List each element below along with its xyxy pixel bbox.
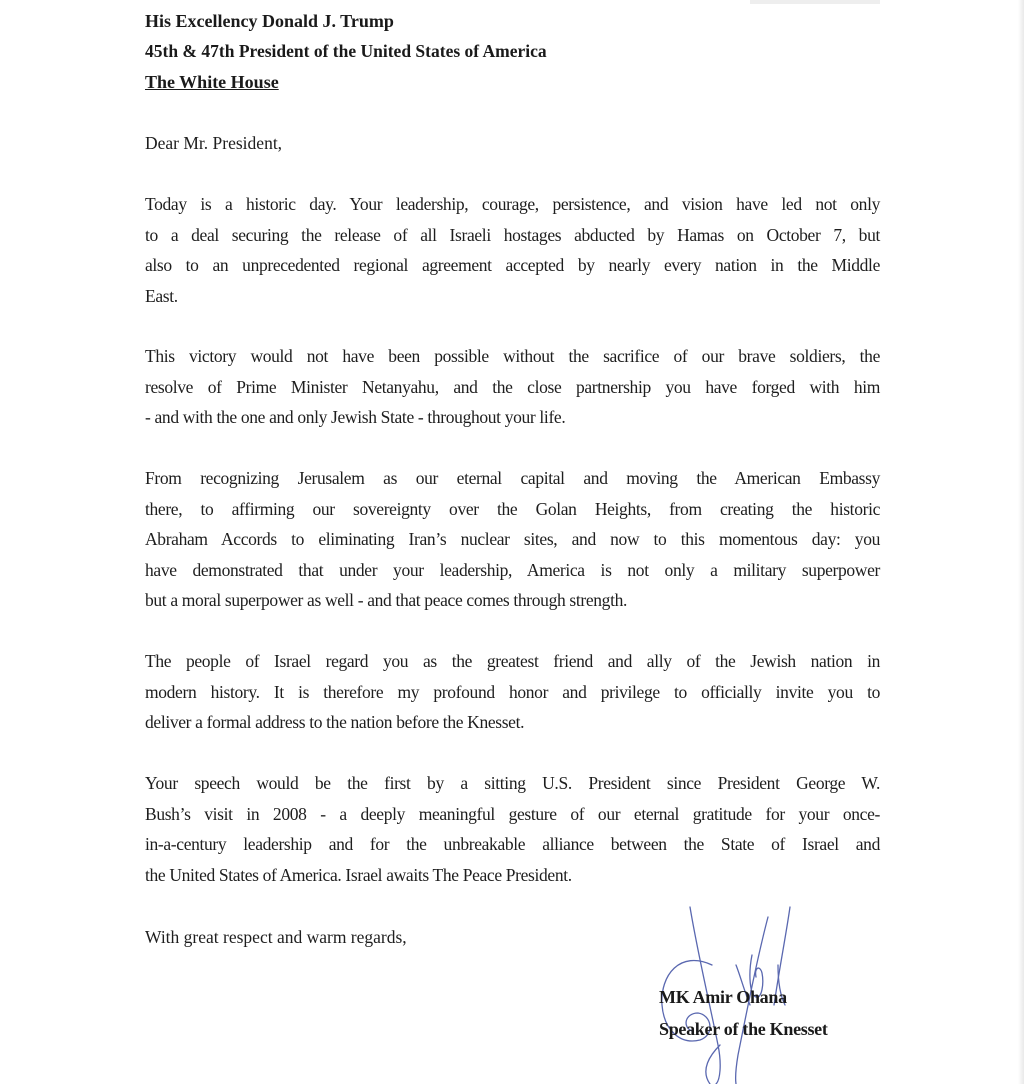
paragraph-line: From recognizing Jerusalem as our eternal capital and moving the American Embassy — [145, 468, 880, 488]
paragraph-line: but a moral superpower as well - and that peace comes through strength. — [145, 590, 628, 610]
paragraph-line: modern history. It is therefore my profound honor and privilege to officially invite you to — [145, 681, 880, 702]
paragraph-line: Abraham Accords to eliminating Iran’s nuclear sites, and now to this momentous day: you — [145, 529, 880, 549]
paragraph-2 — [145, 341, 880, 433]
page-top-artifact — [750, 0, 880, 4]
recipient-name: His Excellency Donald J. Trump — [145, 11, 394, 31]
paragraph-line: also to an unprecedented regional agreement accepted by nearly every nation in the Middle — [145, 255, 880, 275]
paragraph-line: in-a-century leadership and for the unbreakable alliance between the State of Israel and — [145, 834, 880, 854]
paragraph-line: have demonstrated that under your leadership, America is not only a military superpower — [145, 559, 880, 580]
paragraph-line: to a deal securing the release of all Israeli hostages abducted by Hamas on October 7, but — [145, 224, 880, 245]
paragraph-line: deliver a formal address to the nation before the Knesset. — [145, 712, 525, 732]
signatory-title: Speaker of the Knesset — [659, 1019, 828, 1039]
paragraph-3 — [145, 463, 880, 616]
paragraph-line: - and with the one and only Jewish State - throughout your life. — [145, 407, 566, 427]
salutation: Dear Mr. President, — [145, 133, 283, 153]
paragraph-1 — [145, 189, 880, 311]
paragraph-line: Today is a historic day. Your leadership, courage, persistence, and vision have led not only — [145, 194, 880, 214]
paragraph-line: Your speech would be the first by a sitting U.S. President since President George W. — [145, 773, 880, 793]
recipient-title: 45th & 47th President of the United States of America — [145, 41, 547, 61]
page-edge-shadow — [1018, 0, 1024, 1084]
paragraph-line: East. — [145, 285, 178, 306]
paragraph-line: the United States of America. Israel awaits The Peace President. — [145, 864, 572, 885]
paragraph-line: Bush’s visit in 2008 - a deeply meaningful gesture of our eternal gratitude for your once- — [145, 803, 880, 824]
paragraph-line: resolve of Prime Minister Netanyahu, and the close partnership you have forged with him — [145, 376, 880, 397]
recipient-office: The White House — [145, 72, 279, 92]
paragraph-line: This victory would not have been possible without the sacrifice of our brave soldiers, the — [145, 346, 880, 366]
signatory-name: MK Amir Ohana — [659, 987, 787, 1007]
closing: With great respect and warm regards, — [145, 927, 407, 947]
paragraph-5 — [145, 768, 880, 890]
paragraph-line: The people of Israel regard you as the greatest friend and ally of the Jewish nation in — [145, 651, 880, 671]
paragraph-4 — [145, 646, 880, 738]
paragraph-line: there, to affirming our sovereignty over the Golan Heights, from creating the historic — [145, 498, 880, 519]
